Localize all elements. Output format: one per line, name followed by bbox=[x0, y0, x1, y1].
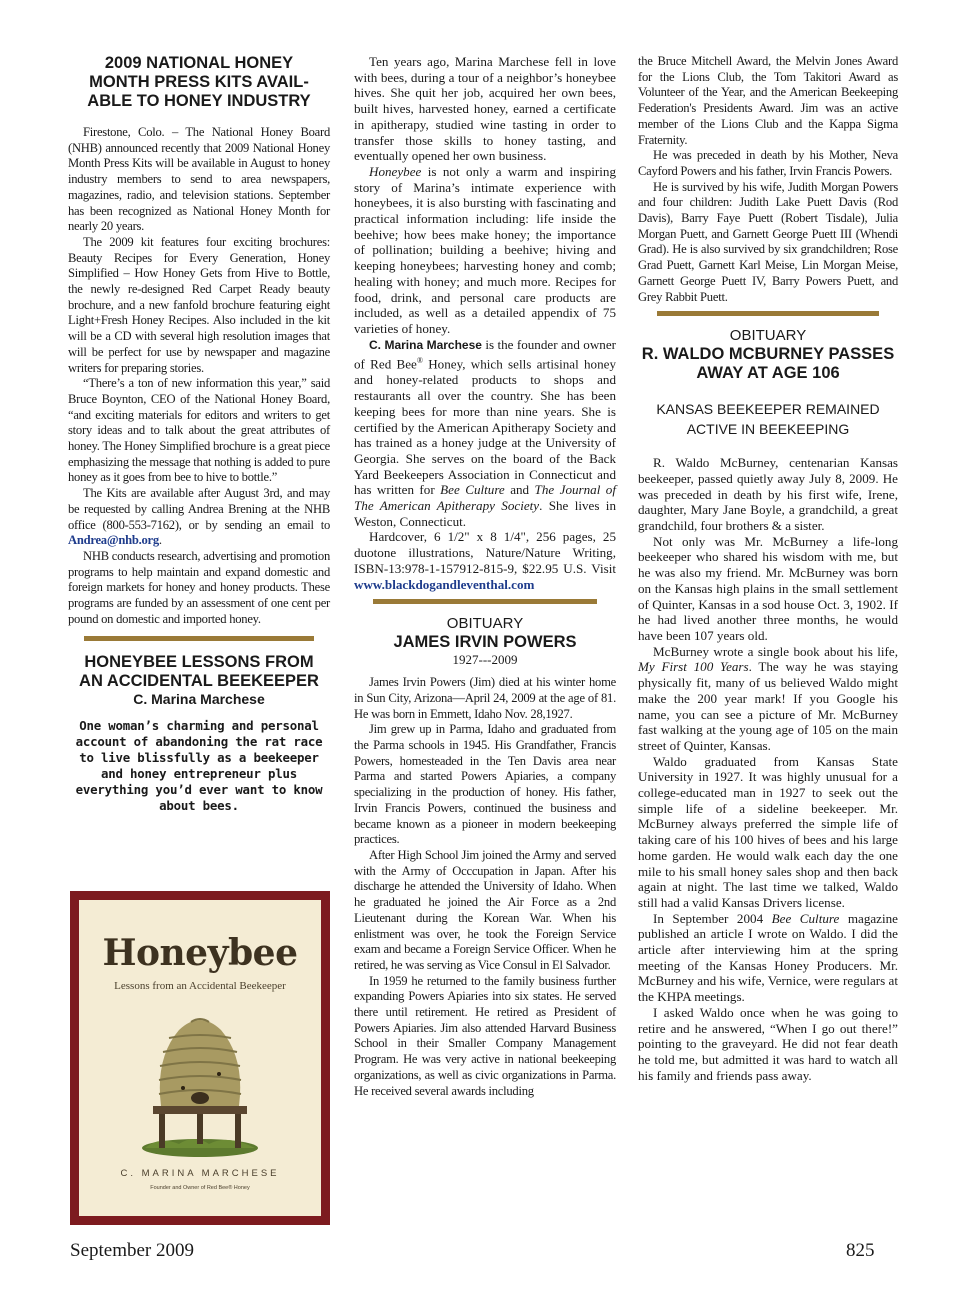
cover-subtitle: Lessons from an Accidental Beekeeper bbox=[114, 980, 286, 992]
cover-author: C. MARINA MARCHESE bbox=[120, 1168, 280, 1179]
obituary-mcburney bbox=[638, 327, 898, 1083]
paragraph: R. Waldo McBurney, centenarian Kansas beekeeper, passed quietly away July 8, 2009. He was preceded in death by his first wife, Irene, daughter, Mary Jane Boyle, a grandchild, a great grandchild, four brothers & a sister. bbox=[638, 455, 898, 534]
paragraph: Waldo graduated from Kansas State University in 1927. It was highly unusual for a college-educated man in 1927 to seek out the simple life of a sideline beekeeper. Mr. McBurney always preferred the simple life of taking care of his 100 hives of bees and his large home garden. He would walk each day the one mile to his small honey sales shop and then back again at night. The last time we talked, Waldo still had a valid Kansas Drivers license. bbox=[638, 753, 898, 910]
obituary-subheadline: KANSAS BEEKEEPER REMAINED ACTIVE IN BEEKEEPING bbox=[656, 401, 880, 438]
obituary-headline: R. WALDO MCBURNEY PASSES AWAY AT AGE 106 bbox=[641, 345, 895, 383]
paragraph: McBurney wrote a single book about his life, My First 100 Years. The way he was staying physically fit, many of us believed Waldo might make the 200 year mark! If you Google his name, you can see a picture of Mr. McBurney fast walking at the young age of 105 on the main street of Quinter, Kansas. bbox=[638, 643, 898, 753]
paragraph: James Irvin Powers (Jim) died at his winter home in Sun City, Arizona—April 24, 2009 at the age of 81. He was born in Emmett, Idaho Nov. 28,1927. bbox=[354, 675, 616, 721]
book-review-header bbox=[68, 653, 330, 814]
section-divider bbox=[657, 311, 879, 316]
book-tagline: One woman’s charming and personal account of abandoning the rat race to live blissfully as a beekeeper and honey entrepreneur plus everything you’d ever want to know about bees. bbox=[75, 717, 323, 813]
cover-title: Honeybee bbox=[102, 932, 298, 974]
paragraph: “There’s a ton of new information this year,” said Bruce Boynton, CEO of the National Honey Board, “and exciting materials for editors and writers to get story ideas and to talk about the great attributes of honey. The Honey Simplified brochure is a great piece emphasizing the message that nothing is added to pure honey as it goes from bee to hive to bottle.” bbox=[68, 376, 330, 485]
paragraph: Not only was Mr. McBurney a life-long beekeeper who shared his wisdom with me, but he was also my friend. Mr. McBurney was born on the Kansas high plains in the small settlement of Quinter, Kansas in a sod house Oct. 3, 1902. If he had lived another three months, he would have been 107 years old. bbox=[638, 533, 898, 643]
paragraph: C. Marina Marchese is the founder and owner of Red Bee® Honey, which sells artisinal honey and honey-related products to shops and restaurants all over the country. She has been keeping bees for more than nine years. She is certified by the American Apitherapy Society and has trained as a honey judge at the University of Georgia. She serves on the board of the Back Yard Beekeepers Association in Connecticut and has written for Bee Culture and The Journal of The American Apitherapy Society. She lives in Weston, Connecticut. bbox=[354, 336, 617, 529]
section-divider bbox=[373, 599, 597, 604]
press-kit-headline: 2009 NATIONAL HONEY MONTH PRESS KITS AVAIL- ABLE TO HONEY INDUSTRY bbox=[87, 54, 311, 110]
paragraph: Jim grew up in Parma, Idaho and graduated from the Parma schools in 1945. His Grandfather, Francis Powers, homesteaded in the Ten Davis area near Parma and started Powers Apiaries, a company specializing in the production of honey. His father, Irvin Francis Powers, continued the business and became known as a pioneer in modern beekeeping practices. bbox=[354, 722, 616, 847]
book-author-byline: C. Marina Marchese bbox=[133, 690, 265, 707]
paragraph: Honeybee is not only a warm and inspiring story of Marina’s intimate experience with honeybees, it is also bursting with fascinating and practical information including: life inside the beehive; how bees make honey; the importance of pollination; building a beehive; hiving and keeping honeybees; harvesting honey and comb; healing with honey; and much more. Recipes for food, drink, and personal care products are included, as well as a detailed appendix of 75 varieties of honey. bbox=[354, 163, 616, 336]
paragraph: He is survived by his wife, Judith Morgan Powers and four children: Judith Lake Puett Davis (Rod Davis), Barry Faye Puett (Robert Tisdale), Julia Morgan Puett, and Garnett George Puett III (Whendi Grad). He is also survived by six grandchildren; Rose Grad Puett, Garnett Karl Meise, Lin Morgan Meise, Garnett George Puett IV, Barry Powers Puett, and Grey Rabbit Puett. bbox=[638, 179, 898, 304]
press-kit-article bbox=[68, 54, 330, 628]
paragraph: NHB conducts research, advertising and promotion programs to help maintain and expand domestic and foreign markets for honey and honey products. These programs are funded by an assessment of one cent per pound on domestic and imported honey. bbox=[68, 548, 330, 626]
paragraph: Firestone, Colo. – The National Honey Board (NHB) announced recently that 2009 National Honey Month Press Kits will be available in August to honey industry members to send to area newspapers, magazines, radio, and television stations. September has been recognized as National Honey Month for nearly 20 years. bbox=[68, 125, 330, 234]
column-left bbox=[68, 54, 330, 814]
paragraph: The 2009 kit features four exciting brochures: Beauty Recipes for Every Generation, Honey Simplified – How Honey Gets from Hive to Bottle, the newly re-designed Red Carpet Ready beauty brochure, and a new fanfold brochure featuring eight Light+Fresh Honey Recipes. Also included in the kit will be a CD with several high resolution images that will be perfect for use by newspaper and magazine writers for preparing stories. bbox=[68, 234, 330, 375]
obituary-label: OBITUARY bbox=[446, 615, 524, 633]
obituary-label: OBITUARY bbox=[729, 327, 807, 345]
footer-issue-date: September 2009 bbox=[70, 1240, 195, 1261]
publisher-link[interactable]: www.blackdogandleventhal.com bbox=[354, 576, 535, 592]
paragraph: The Kits are available after August 3rd, and may be requested by calling Andrea Brening at the NHB office (800-553-7162), or by sending an email to Andrea@nhb.org. bbox=[68, 486, 330, 548]
obituary-dates: 1927---2009 bbox=[452, 652, 518, 668]
paragraph: Hardcover, 6 1/2" x 8 1/4", 256 pages, 25 duotone illustrations, Nature/Nature Writing, ISBN-13:978-1-157912-815-9, $22.95 U.S. Visit www.blackdogandleventhal.com bbox=[354, 529, 616, 592]
paragraph: the Bruce Mitchell Award, the Melvin Jones Award for the Lions Club, the Tom Takitori Award as Volunteer of the Year, and the American Beekeeping Federation's Presidents Award. Jim was an active member of the Lions Club and the Kappa Sigma Fraternity. bbox=[638, 54, 898, 147]
book-review-headline: HONEYBEE LESSONS FROM AN ACCIDENTAL BEEKEEPER bbox=[79, 652, 319, 690]
footer-page-number: 825 bbox=[846, 1240, 875, 1261]
book-cover-image bbox=[70, 891, 330, 1225]
paragraph: He was preceded in death by his Mother, Neva Cayford Powers and his father, Irvin Francis Powers. bbox=[638, 148, 898, 178]
section-divider bbox=[84, 636, 314, 641]
column-middle bbox=[354, 54, 616, 1099]
paragraph: Ten years ago, Marina Marchese fell in love with bees, during a tour of a neighbor’s honeybee hives. She quit her job, acquired her own bees, built hives, harvested honey, earned a certificate in apitherapy, studied wine tasting in order to transfer those skills to honey tasting, and eventually opened her own business. bbox=[354, 54, 616, 164]
paragraph: In 1959 he returned to the family business further expanding Powers Apiaries into six states. He served there until retirement. He retired as President of Powers Apiaries. Jim also attended Harvard Business School in their Smaller Company Management Program. He was very active in national beekeeping organizations, as well as civic organizations in Parma. He received several awards including bbox=[354, 973, 616, 1098]
beehive-skep-illustration bbox=[139, 998, 261, 1158]
obituary-name: JAMES IRVIN POWERS bbox=[393, 633, 577, 652]
column-right bbox=[638, 54, 898, 1083]
paragraph: In September 2004 Bee Culture magazine published an article I wrote on Waldo. I did the article after interviewing him at the spring meeting of the Kansas Honey Producers. Mr. McBurney and his wife, Vernice, were regulars at the KHPA meetings. bbox=[638, 910, 898, 1005]
email-link[interactable]: Andrea@nhb.org bbox=[68, 533, 159, 548]
paragraph: I asked Waldo once when he was going to retire and he answered, “When I go out there!” pointing to the graveyard. He did not fear death he told me, but admitted it was hard to watch all his family and friends pass away. bbox=[638, 1004, 898, 1083]
obituary-powers bbox=[354, 615, 616, 1099]
paragraph: After High School Jim joined the Army and served with the Army of Occcupation in Japan. After his discharge he attended the University of Idaho. When he graduated he joined the Air Force as a 2nd Lieutenant during the Korean War. When his enlistment was over, he took the Foreign Service exam and became a Foreign Service Officer. When he retired, he was serving as Vice Consul in El Salvador. bbox=[354, 848, 616, 972]
cover-owner-note: Founder and Owner of Red Bee® Honey bbox=[150, 1185, 250, 1191]
